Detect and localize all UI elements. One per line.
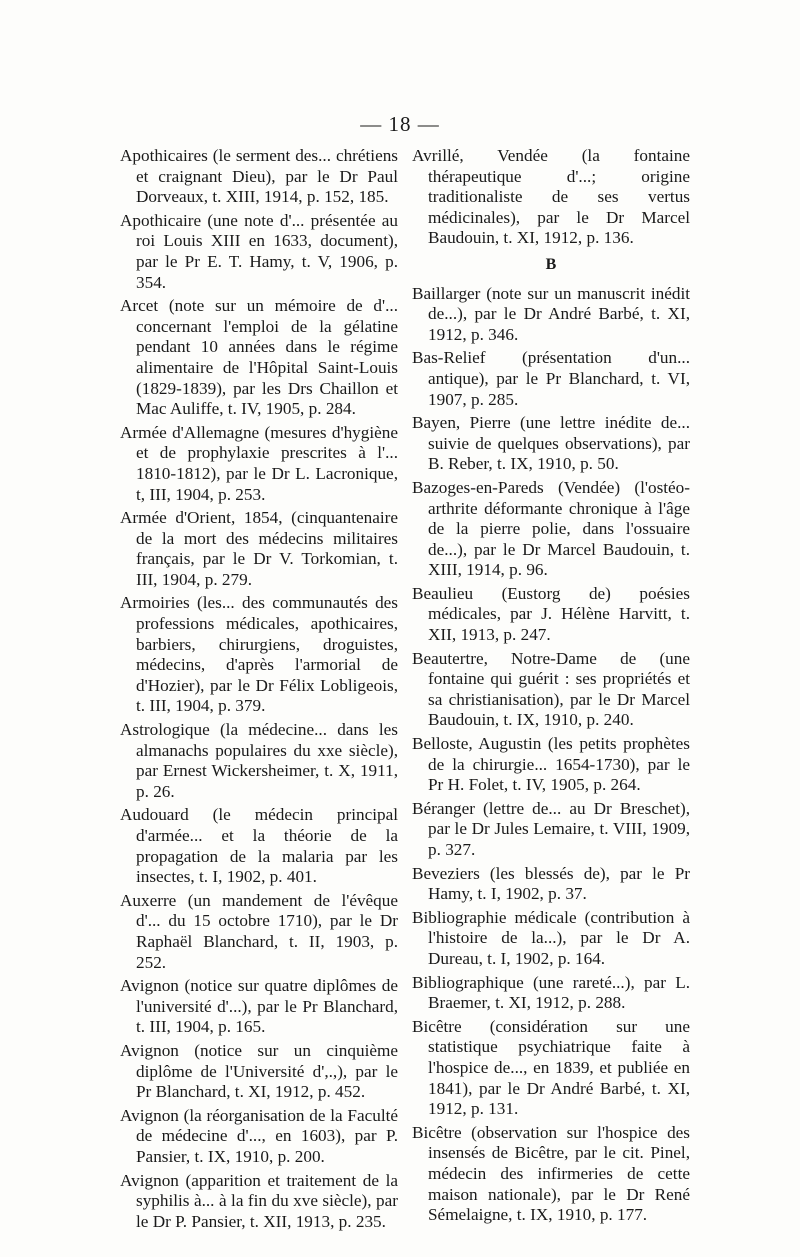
index-entry: Bicêtre (observation sur l'hospice des insensés de Bicêtre, par le cit. Pinel, médecin des infirmeries de cette maison nationale), par le Dr René Sémelaigne, t. IX, 1910, p. 177. bbox=[412, 1122, 690, 1225]
index-entry: Auxerre (un mandement de l'évêque d'... du 15 octobre 1710), par le Dr Raphaël Blanchard, t. II, 1903, p. 252. bbox=[120, 890, 398, 972]
index-entry: Béranger (lettre de... au Dr Breschet), par le Dr Jules Lemaire, t. VIII, 1909, p. 327. bbox=[412, 798, 690, 859]
index-entry: Audouard (le médecin principal d'armée... et la théorie de la propagation de la malaria par les insectes, t. I, 1902, p. 401. bbox=[120, 805, 398, 887]
right-entries-b bbox=[412, 284, 690, 1226]
index-entry: Armée d'Allemagne (mesures d'hygiène et de prophylaxie prescrites à l'... 1810-1812), par le Dr L. Lacronique, t, III, 1904, p. 253. bbox=[120, 422, 398, 504]
index-entry: Avrillé, Vendée (la fontaine thérapeutique d'...; origine traditionaliste de ses vertus médicinales), par le Dr Marcel Baudouin, t. XI, 1912, p. 136. bbox=[412, 146, 690, 248]
index-entry: Armoiries (les... des communautés des professions médicales, apothicaires, barbiers, chirurgiens, droguistes, médecins, d'après l'armorial de d'Hozier), par le Dr Félix Lobligeois, t. III, 1904, p. 379. bbox=[120, 593, 398, 716]
index-entry: Bazoges-en-Pareds (Vendée) (l'ostéo-arthrite déformante chronique à l'âge de la pierre polie, dans l'ossuaire de...), par le Dr Marcel Baudouin, t. XIII, 1914, p. 96. bbox=[412, 477, 690, 580]
index-entry: Belloste, Augustin (les petits prophètes de la chirurgie... 1654-1730), par le Pr H. Folet, t. IV, 1905, p. 264. bbox=[412, 734, 690, 795]
index-entry: Avignon (apparition et traitement de la syphilis à... à la fin du xve siècle), par le Dr P. Pansier, t. XII, 1913, p. 235. bbox=[120, 1170, 398, 1231]
index-entry: Apothicaires (le serment des... chrétiens et craignant Dieu), par le Dr Paul Dorveaux, t. XIII, 1914, p. 152, 185. bbox=[120, 146, 398, 207]
index-entry: Baillarger (note sur un manuscrit inédit de...), par le Dr André Barbé, t. XI, 1912, p. 346. bbox=[412, 283, 690, 344]
index-entry: Astrologique (la médecine... dans les almanachs populaires du xxe siècle), par Ernest Wickersheimer, t. X, 1911, p. 26. bbox=[120, 720, 398, 801]
index-entry: Arcet (note sur un mémoire de d'... concernant l'emploi de la gélatine pendant 10 années dans le régime alimentaire de l'Hôpital Saint-Louis (1829-1839), par les Drs Chaillon et Mac Auliffe, t. IV, 1905, p. 284. bbox=[120, 296, 398, 419]
section-letter: B bbox=[545, 255, 557, 273]
index-entry: Bas-Relief (présentation d'un... antique), par le Pr Blanchard, t. VI, 1907, p. 285. bbox=[412, 348, 690, 409]
index-entry: Bicêtre (considération sur une statistique psychiatrique faite à l'hospice de..., en 1839, et publiée en 1841), par le Dr André Barbé, t. XI, 1912, p. 131. bbox=[412, 1016, 690, 1119]
index-entry: Armée d'Orient, 1854, (cinquantenaire de la mort des médecins militaires français, par le Dr V. Torkomian, t. III, 1904, p. 279. bbox=[120, 508, 398, 589]
index-entry: Avignon (notice sur un cinquième diplôme de l'Université d',.,), par le Pr Blanchard, t. XI, 1912, p. 452. bbox=[120, 1040, 398, 1102]
page-number: — 18 — bbox=[360, 112, 440, 136]
index-entry: Apothicaire (une note d'... présentée au roi Louis XIII en 1633, document), par le Pr E. T. Hamy, t. V, 1906, p. 354. bbox=[120, 210, 398, 292]
index-entry: Beaulieu (Eustorg de) poésies médicales, par J. Hélène Harvitt, t. XII, 1913, p. 247. bbox=[412, 583, 690, 645]
index-entry: Bayen, Pierre (une lettre inédite de... suivie de quelques observations), par B. Reber, t. IX, 1910, p. 50. bbox=[412, 413, 690, 474]
right-entries-a bbox=[412, 146, 690, 249]
right-column bbox=[412, 146, 690, 1229]
left-column bbox=[120, 146, 398, 1235]
index-entry: Bibliographique (une rareté...), par L. Braemer, t. XI, 1912, p. 288. bbox=[412, 972, 690, 1013]
index-entry: Beautertre, Notre-Dame de (une fontaine qui guérit : ses propriétés et sa christianisation), par le Dr Marcel Baudouin, t. IX, 1910, p. 240. bbox=[412, 648, 690, 730]
index-entry: Avignon (notice sur quatre diplômes de l'université d'...), par le Pr Blanchard, t. III, 1904, p. 165. bbox=[120, 976, 398, 1037]
index-entry: Bibliographie médicale (contribution à l'histoire de la...), par le Dr A. Dureau, t. I, 1902, p. 164. bbox=[412, 907, 690, 968]
index-entry: Beveziers (les blessés de), par le Pr Hamy, t. I, 1902, p. 37. bbox=[412, 863, 690, 904]
index-entry: Avignon (la réorganisation de la Faculté de médecine d'..., en 1603), par P. Pansier, t. IX, 1910, p. 200. bbox=[120, 1105, 398, 1166]
